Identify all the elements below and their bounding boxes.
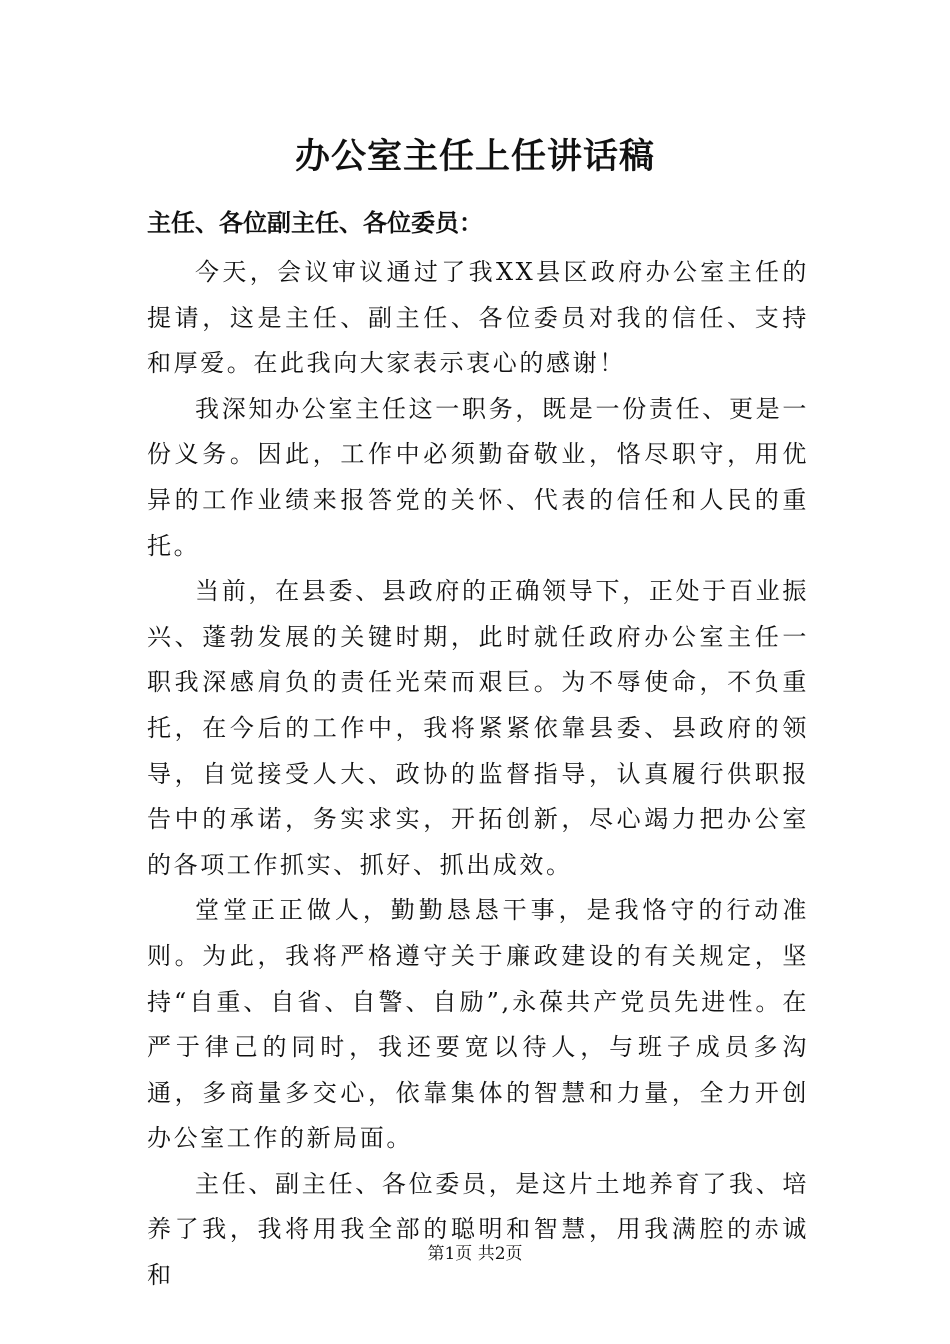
page-number-footer: 第1页 共2页: [427, 1244, 523, 1264]
paragraph-1: 今天，会议审议通过了我XX县区政府办公室主任的提请，这是主任、副主任、各位委员对我的信任、支持和厚爱。在此我向大家表示衷心的感谢！: [147, 258, 809, 378]
paragraph-4: 堂堂正正做人，勤勤恳恳干事，是我恪守的行动准则。为此，我将严格遵守关于廉政建设的有关规定，坚持“自重、自省、自警、自励”,永葆共产党员先进性。在严于律己的同时，我还要宽以待人，与班子成员多沟通，多商量多交心，依靠集体的智慧和力量，全力开创办公室工作的新局面。: [147, 896, 809, 1153]
paragraph-2: 我深知办公室主任这一职务，既是一份责任、更是一份义务。因此，工作中必须勤奋敬业，恪尽职守，用优异的工作业绩来报答党的关怀、代表的信任和人民的重托。: [147, 394, 809, 560]
document-title: 办公室主任上任讲话稿: [294, 136, 655, 177]
salutation: 主任、各位副主任、各位委员：: [147, 208, 483, 237]
paragraph-3: 当前，在县委、县政府的正确领导下，正处于百业振兴、蓬勃发展的关键时期，此时就任政府办公室主任一职我深感肩负的责任光荣而艰巨。为不辱使命，不负重托，在今后的工作中，我将紧紧依靠县委、县政府的领导，自觉接受人大、政协的监督指导，认真履行供职报告中的承诺，务实求实，开拓创新，尽心竭力把办公室的各项工作抓实、抓好、抓出成效。: [147, 577, 809, 879]
paragraph-5: 主任、副主任、各位委员，是这片土地养育了我、培养了我，我将用我全部的聪明和智慧，用我满腔的赤诚和: [147, 1169, 809, 1290]
document-body: [147, 250, 809, 1299]
